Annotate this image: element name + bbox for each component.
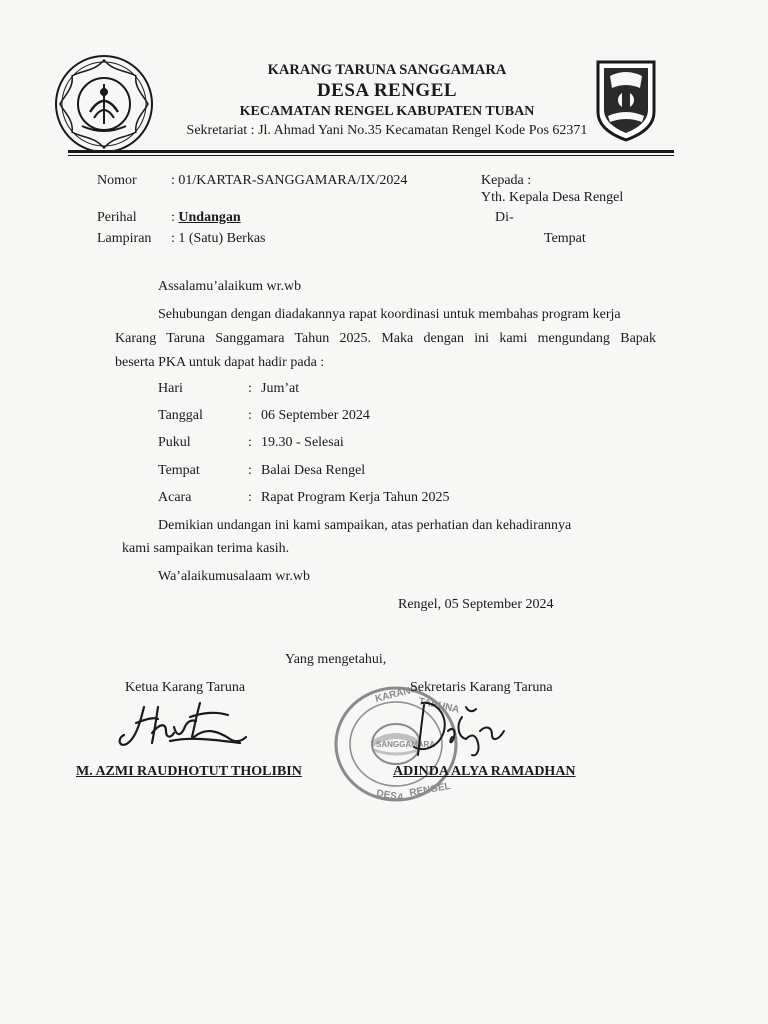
- detail-colon: :: [248, 463, 252, 478]
- village-name: DESA RENGEL: [316, 80, 458, 101]
- perihal-label: Perihal: [97, 210, 137, 225]
- place-date: Rengel, 05 September 2024: [398, 597, 554, 612]
- detail-label: Acara: [158, 490, 192, 505]
- detail-value: Balai Desa Rengel: [261, 463, 366, 478]
- lampiran-value: : 1 (Satu) Berkas: [171, 231, 266, 246]
- left-signer-title: Ketua Karang Taruna: [125, 680, 246, 695]
- district-name: KECAMATAN RENGEL KABUPATEN TUBAN: [239, 104, 535, 119]
- recipient-kepada: Kepada :: [481, 173, 532, 188]
- header-divider-thick: [68, 150, 674, 153]
- intro-line-2: Karang Taruna Sanggamara Tahun 2025. Maka dengan ini kami mengundang Bapak: [115, 331, 656, 346]
- detail-label: Hari: [158, 381, 183, 396]
- chairman-signature-icon: [110, 697, 250, 757]
- secretariat-address: Sekretariat : Jl. Ahmad Yani No.35 Kecamatan Rengel Kode Pos 62371: [186, 123, 588, 138]
- recipient-di: Di-: [495, 210, 514, 225]
- detail-value: Jum’at: [261, 381, 300, 396]
- detail-label: Tempat: [158, 463, 200, 478]
- detail-colon: :: [248, 435, 252, 450]
- perihal-colon: :: [171, 210, 175, 225]
- detail-colon: :: [248, 408, 252, 423]
- recipient-name: Yth. Kepala Desa Rengel: [481, 190, 624, 205]
- nomor-label: Nomor: [97, 173, 137, 188]
- svg-text:DESA: DESA: [375, 788, 405, 804]
- detail-value: 19.30 - Selesai: [261, 435, 344, 450]
- detail-colon: :: [248, 381, 252, 396]
- svg-text:TARUNA: TARUNA: [417, 696, 461, 716]
- farewell: Wa’alaikumusalaam wr.wb: [158, 569, 311, 584]
- detail-value: Rapat Program Kerja Tahun 2025: [261, 490, 450, 505]
- closing-line-1: Demikian undangan ini kami sampaikan, atas perhatian dan kehadirannya: [158, 518, 572, 533]
- svg-text:RENGEL: RENGEL: [408, 780, 452, 799]
- org-name: KARANG TARUNA SANGGAMARA: [267, 62, 507, 78]
- left-signer-name: M. AZMI RAUDHOTUT THOLIBIN: [76, 764, 302, 779]
- header-divider-thin: [68, 155, 674, 156]
- detail-label: Pukul: [158, 435, 191, 450]
- lampiran-label: Lampiran: [97, 231, 152, 246]
- intro-line-1: Sehubungan dengan diadakannya rapat koordinasi untuk membahas program kerja: [158, 307, 621, 322]
- perihal-value-wrap: [171, 210, 241, 226]
- right-signer-name: ADINDA ALYA RAMADHAN: [393, 764, 576, 779]
- greeting: Assalamu’alaikum wr.wb: [158, 279, 302, 294]
- recipient-tempat: Tempat: [544, 231, 586, 246]
- svg-text:KARANG: KARANG: [374, 684, 420, 705]
- right-signer-title: Sekretaris Karang Taruna: [410, 680, 553, 695]
- svg-text:SANGGAMARA: SANGGAMARA: [376, 740, 436, 749]
- detail-value: 06 September 2024: [261, 408, 370, 423]
- detail-label: Tanggal: [158, 408, 203, 423]
- secretary-signature-icon: [396, 697, 520, 763]
- detail-colon: :: [248, 490, 252, 505]
- nomor-value: : 01/KARTAR-SANGGAMARA/IX/2024: [171, 173, 408, 188]
- closing-line-2: kami sampaikan terima kasih.: [122, 541, 290, 556]
- intro-line-3: beserta PKA untuk dapat hadir pada :: [115, 355, 325, 370]
- acknowledged-label: Yang mengetahui,: [285, 652, 387, 667]
- perihal-value: Undangan: [178, 210, 241, 225]
